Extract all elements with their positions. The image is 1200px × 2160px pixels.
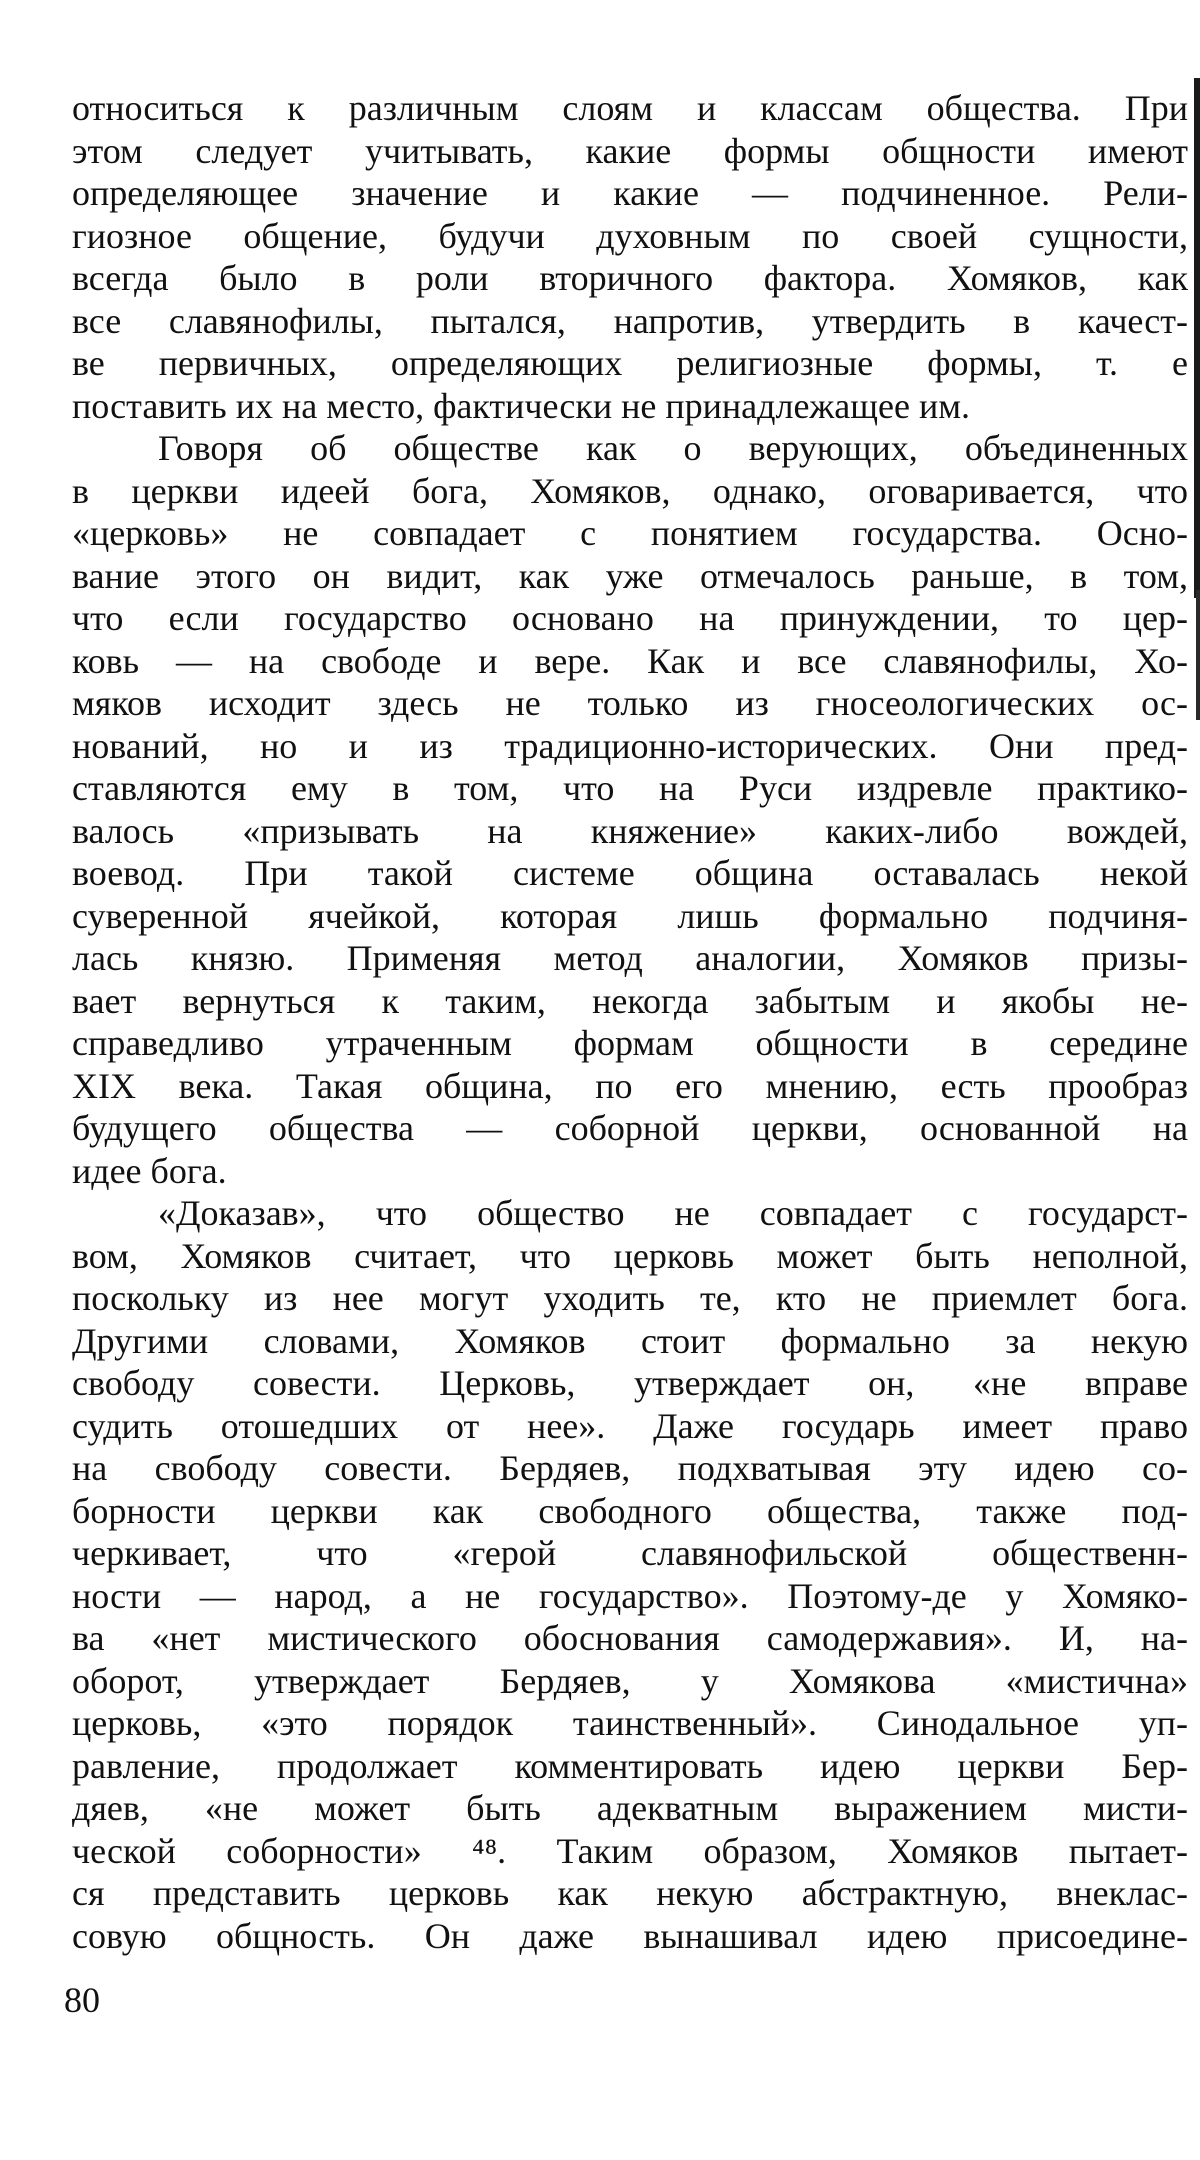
text-line: Другими словами, Хомяков стоит формально за некую bbox=[72, 1320, 1188, 1361]
text-line: черкивает, что «герой славянофильской общественн- bbox=[72, 1533, 1188, 1573]
page-number: 80 bbox=[64, 1980, 100, 2020]
text-line: ставляются ему в том, что на Руси издревле практико- bbox=[72, 768, 1188, 808]
text-line: ковь — на свободе и вере. Как и все славянофилы, Хо- bbox=[72, 640, 1188, 681]
text-line: мяков исходит здесь не только из гносеологических ос- bbox=[72, 683, 1188, 723]
text-line: оборот, утверждает Бердяев, у Хомякова «мистична» bbox=[72, 1660, 1188, 1701]
text-line: вом, Хомяков считает, что церковь может быть неполной, bbox=[72, 1235, 1188, 1276]
text-line: воевод. При такой системе община оставалась некой bbox=[72, 853, 1188, 893]
text-line: поскольку из нее могут уходить те, кто не приемлет бога. bbox=[72, 1278, 1188, 1318]
text-line: судить отошедших от нее». Даже государь имеет право bbox=[72, 1405, 1188, 1446]
text-line: валось «призывать на княжение» каких-либо вождей, bbox=[72, 810, 1188, 851]
text-line: справедливо утраченным формам общности в середине bbox=[72, 1023, 1188, 1063]
text-line: вает вернуться к таким, некогда забытым и якобы не- bbox=[72, 980, 1188, 1021]
text-line: Говоря об обществе как о верующих, объединенных bbox=[158, 428, 1188, 468]
page-edge-shadow-lower bbox=[1196, 590, 1200, 720]
text-line: что если государство основано на принуждении, то цер- bbox=[72, 598, 1188, 638]
text-line: совую общность. Он даже вынашивал идею присоедине- bbox=[72, 1915, 1188, 1956]
text-line: идее бога. bbox=[72, 1150, 227, 1191]
text-line: все славянофилы, пытался, напротив, утвердить в качест- bbox=[72, 300, 1188, 341]
text-line: определяющее значение и какие — подчиненное. Рели- bbox=[72, 173, 1188, 213]
text-line: вание этого он видит, как уже отмечалось раньше, в том, bbox=[72, 555, 1188, 596]
text-line: лась князю. Применяя метод аналогии, Хомяков призы- bbox=[72, 938, 1188, 978]
text-line: дяев, «не может быть адекватным выражением мисти- bbox=[72, 1788, 1188, 1828]
text-line: будущего общества — соборной церкви, основанной на bbox=[72, 1108, 1188, 1148]
text-line: борности церкви как свободного общества, также под- bbox=[72, 1490, 1188, 1531]
text-line: ческой соборности» ⁴⁸. Таким образом, Хомяков пытает- bbox=[72, 1830, 1188, 1871]
text-line: свободу совести. Церковь, утверждает он, «не вправе bbox=[72, 1363, 1188, 1403]
text-line: нований, но и из традиционно-исторических. Они пред- bbox=[72, 725, 1188, 766]
text-line: суверенной ячейкой, которая лишь формально подчиня- bbox=[72, 895, 1188, 936]
text-line: в церкви идеей бога, Хомяков, однако, оговаривается, что bbox=[72, 470, 1188, 511]
text-line: относиться к различным слоям и классам общества. При bbox=[72, 88, 1188, 128]
text-line: ве первичных, определяющих религиозные формы, т. е bbox=[72, 343, 1188, 383]
text-line: гиозное общение, будучи духовным по своей сущности, bbox=[72, 215, 1188, 256]
text-line: этом следует учитывать, какие формы общности имеют bbox=[72, 130, 1188, 171]
text-line: «церковь» не совпадает с понятием государства. Осно- bbox=[72, 513, 1188, 553]
text-line: ва «нет мистического обоснования самодержавия». И, на- bbox=[72, 1618, 1188, 1658]
text-line: на свободу совести. Бердяев, подхватывая эту идею со- bbox=[72, 1448, 1188, 1488]
text-line: XIX века. Такая община, по его мнению, есть прообраз bbox=[72, 1065, 1188, 1106]
page-edge-shadow bbox=[1194, 78, 1200, 598]
text-line: «Доказав», что общество не совпадает с государст- bbox=[158, 1193, 1188, 1233]
text-line: ности — народ, а не государство». Поэтому-де у Хомяко- bbox=[72, 1575, 1188, 1616]
text-line: ся представить церковь как некую абстрактную, внеклас- bbox=[72, 1873, 1188, 1913]
body-text bbox=[72, 87, 1188, 1957]
text-line: церковь, «это порядок таинственный». Синодальное уп- bbox=[72, 1703, 1188, 1743]
text-line: поставить их на место, фактически не принадлежащее им. bbox=[72, 385, 970, 426]
text-line: равление, продолжает комментировать идею церкви Бер- bbox=[72, 1745, 1188, 1786]
text-line: всегда было в роли вторичного фактора. Хомяков, как bbox=[72, 258, 1188, 298]
